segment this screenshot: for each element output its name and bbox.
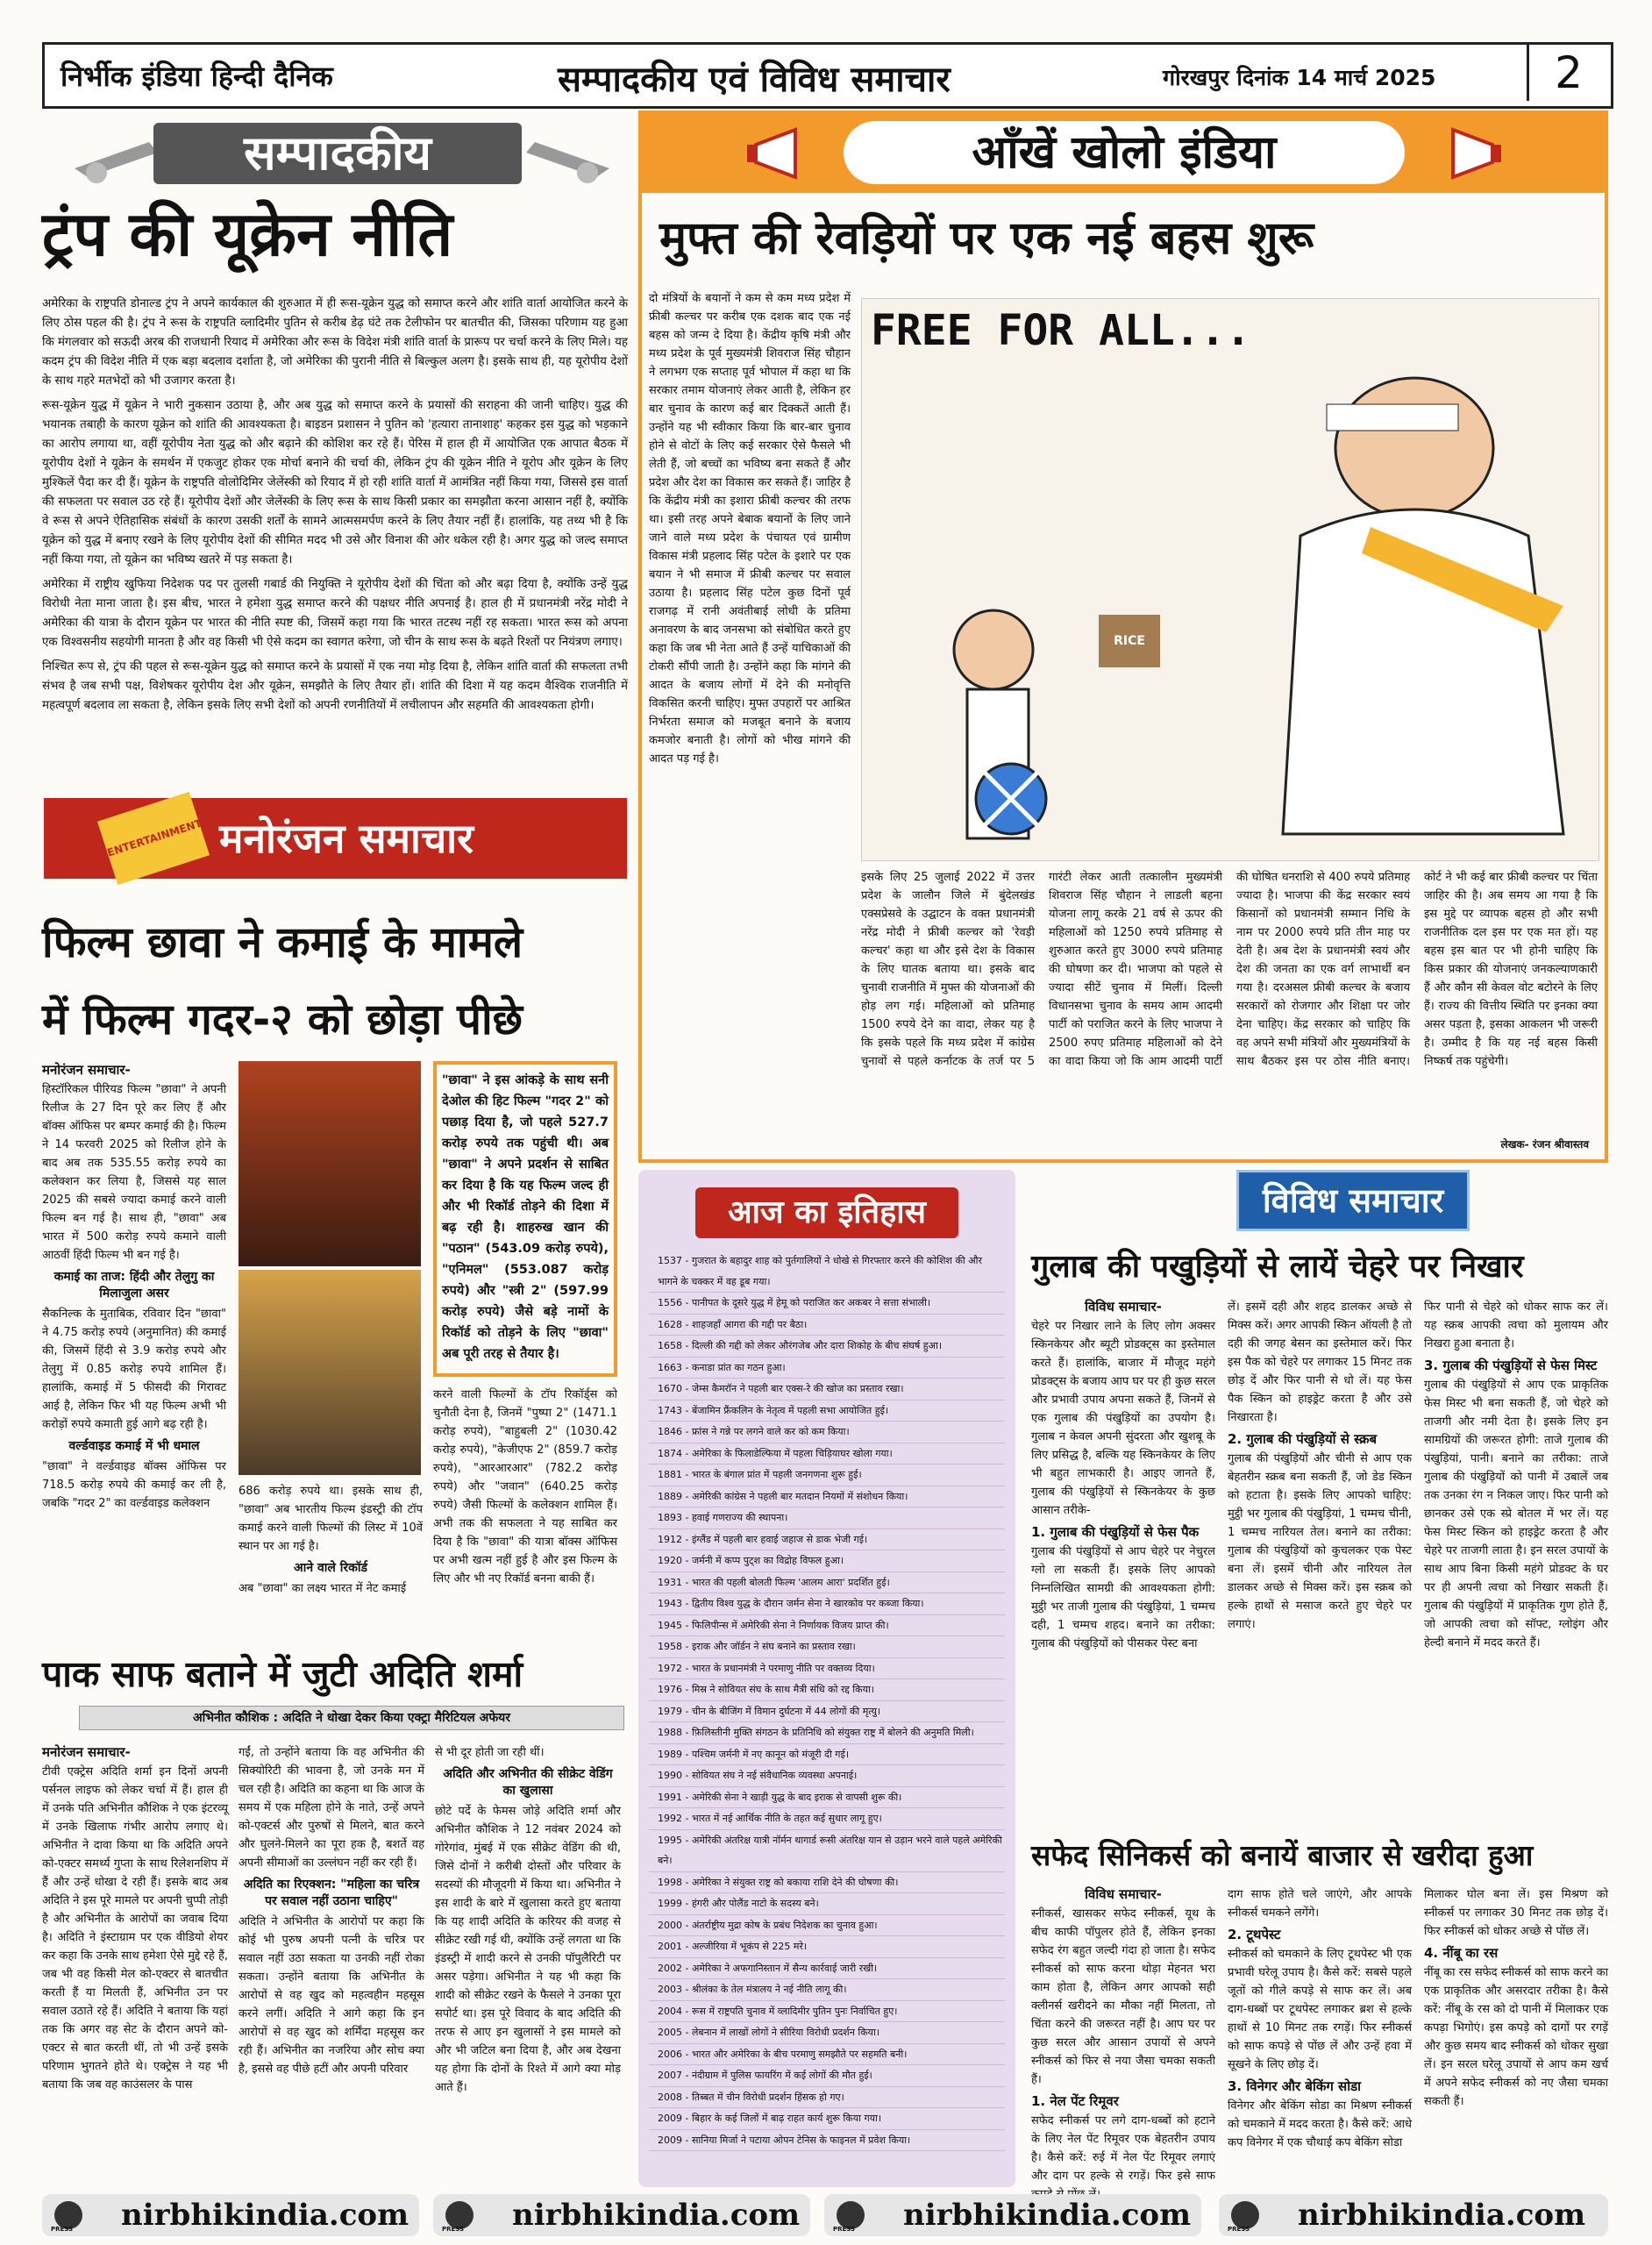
editorial-paragraph: अमेरिका के राष्ट्रपति डोनाल्ड ट्रंप ने अपने कार्यकाल की शुरुआत में ही रूस-यूक्रेन युद्ध को समाप्त करने और शांति वार्ता आयोजित करने के लिए ठोस पहल की है। ट्रंप ने रूस के राष्ट्रपति व्लादिमीर पुतिन से करीब डेढ़ घंटे तक टेलीफोन पर बातचीत की, जिसका परिणाम यह हुआ कि मंगलवार को सऊदी अरब की राजधानी रियाद में अमेरिका और रूस के विदेश मंत्री शांति वार्ता के प्रारूप पर चर्चा करने के लिए मिले। यह कदम ट्रंप की विदेश नीति में एक बड़ा बदलाव दर्शाता है, जो अमेरिका की पुरानी नीति से बिल्कुल अलग है। इसके साथ ही, यह यूरोपीय देशों के साथ गहरे मतभेदों को भी उजागर करता है। [42, 297, 628, 388]
rose-text: गुलाब की पंखुड़ियों से आप चेहरे पर नेचुरल ग्लो ला सकती हैं। इसके लिए आपको निम्नलिखित सामग्री की आवश्यकता होगी: मुट्ठी भर ताजी गुलाब की पंखुड़ियां, 1 चम्मच दही, 1 चम्मच शहद। बनाने का तरीका: गुलाब की पंखुड़ियों को पीसकर पेस्ट बना [1031, 1545, 1215, 1650]
entertainment-banner [44, 798, 627, 879]
rose-text: गुलाब की पंखुड़ियों से आप एक प्राकृतिक फेस मिस्ट भी बना सकती हैं, जो चेहरे को ताजगी और नमी देता है। इसके लिए इन सामग्रियों की जरूरत होगी: ताजे गुलाब की पंखुड़ियां, पानी। बनाने का तरीका: ताजे गुलाब की पंखुड़ियों को पानी में उबालें जब तक उनका रंग न निकल जाए। फिर पानी को छानकर उसे एक स्प्रे बोतल में भर लें। यह फेस मिस्ट स्किन को हाइड्रेट करता है और चेहरे पर ताजगी लाता है। इन सरल उपायों के साथ आप बिना किसी महंगे प्रोडक्ट के घर पर ही अपनी त्वचा को निखार सकती हैं। गुलाब की पंखुड़ियों में प्राकृतिक गुण होते हैं, जो आपकी त्वचा को सॉफ्ट, ग्लोइंग और हेल्दी बनाने में मदद करते हैं। [1424, 1379, 1608, 1650]
aditi-text: गईं, तो उन्होंने बताया कि वह अभिनीत की सिक्योरिटी की भावना है, जो उनके मन में चल रही है। अदिति का कहना था कि आज के समय में एक महिला होने के नाते, उन्हें अपने को-एक्टर्स और पुरुषों से मिलने, बात करने और घुलने-मिलने का पूरा हक है, बशर्ते वह अपनी सीमाओं का उल्लंघन नहीं कर रही हैं। [239, 1746, 424, 1870]
footer-url-1[interactable] [42, 2194, 419, 2236]
chhaava-photo [239, 1061, 421, 1266]
sneakers-text: सफेद स्नीकर्स पर लगे दाग-धब्बों को हटाने के लिए नेल पेंट रिमूवर एक बेहतरीन उपाय है। कैसे करें: रुई में नेल पेंट रिमूवर लगाएं और दाग पर हल्के से रगड़ें। फिर इसे साफ [1031, 2114, 1215, 2183]
history-items [649, 1251, 1005, 2151]
footer-url-text: nirbhikindia.com [121, 2198, 409, 2233]
history-item: 1992 - भारत में नई आर्थिक नीति के तहत कई सुधार लागू हुए। [649, 1808, 1005, 1830]
history-item: 1663 - कनाडा प्रांत का गठन हुआ। [649, 1358, 1005, 1379]
chhaava-kicker: मनोरंजन समाचार- [42, 1062, 131, 1078]
history-item: 1537 - गुजरात के बहादुर शाह को पुर्तगालियों ने धोखे से गिरफ्तार करने की कोशिश की और भागने के चक्कर में वह डूब गया। [649, 1251, 1005, 1293]
history-item: 2004 - रूस में राष्ट्रपति चुनाव में व्लादिमीर पुतिन पुनः निर्वाचित हुए। [649, 2001, 1005, 2023]
entertainment-banner-label: मनोरंजन समाचार [219, 815, 474, 862]
footer-url-text: nirbhikindia.com [1298, 2198, 1586, 2233]
pen-hand-icon [70, 133, 167, 186]
footer-url-2[interactable] [433, 2194, 810, 2236]
sneakers-sub: 2. टूथपेस्ट [1228, 1927, 1281, 1942]
pen-hand-icon-right [517, 133, 614, 186]
chhaava-col1 [42, 1061, 226, 1622]
history-item: 1912 - इंग्लैंड में पहली बार हवाई जहाज से डाक भेजी गई। [649, 1529, 1005, 1551]
history-item: 1920 - जर्मनी में कप्प पुट्श का विद्रोह विफल हुआ। [649, 1550, 1005, 1572]
history-banner: आज का इतिहास [695, 1187, 958, 1238]
rose-text: चेहरे पर निखार लाने के लिए लोग अक्सर स्किनकेयर और ब्यूटी प्रोडक्ट्स का इस्तेमाल करते हैं। हालांकि, बाजार में मौजूद महंगे प्रोडक्ट्स के बजाय आप घर पर ही कुछ सरल और प्रभावी उपाय अपना सकते हैं, जिनमें से एक गुलाब की पंखुड़ियों का उपयोग है। गुलाब न केवल अपनी सुंदरता और खुशबू के लिए प्रसिद्ध है, बल्कि यह स्किनकेयर के लिए भी बहुत लाभकारी है। आइए जानते हैं, गुलाब की पंखुड़ियों से स्किनकेयर के कुछ आसान तरीके- [1031, 1320, 1215, 1517]
sneakers-text: स्नीकर्स, खासकर सफेद स्नीकर्स, यूथ के बीच काफी पॉपुलर होते हैं, लेकिन इनका सफेद रंग बहुत जल्दी गंदा हो जाता है। सफेद स्नीकर्स को साफ करना थोड़ा मेहनत भरा काम होता है, लेकिन अगर आपको सही क्लीनर्स खरीदने का मौका नहीं मिलता, तो चिंता करने की जरूरत नहीं है। आप घर पर कुछ सरल और आसान उपायों से अपने स्नीकर्स को फिर से नया जैसा चमका सकती हैं। [1031, 1907, 1215, 2086]
history-item: 1979 - चीन के बीजिंग में विमान दुर्घटना में 44 लोगों की मृत्यु। [649, 1701, 1005, 1723]
aditi-headline: पाक साफ बताने में जुटी अदिति शर्मा [42, 1653, 523, 1695]
chhaava-text: अब "छावा" का लक्ष्य भारत में नेट कमाई [239, 1582, 407, 1595]
history-item: 1945 - फिलिपीन्स में अमेरिकी सेना ने निर्णायक विजय प्राप्त की। [649, 1615, 1005, 1637]
history-item: 1995 - अमेरिकी अंतरिक्ष यात्री नॉर्मन थागार्ड रूसी अंतरिक्ष यान से उड़ान भरने वाले पहले अमेरिकी बने। [649, 1830, 1005, 1872]
history-item: 1658 - दिल्ली की गद्दी को लेकर औरंगजेब और दारा शिकोह के बीच संघर्ष हुआ। [649, 1336, 1005, 1358]
freebie-cartoon [861, 298, 1599, 861]
rose-sub: 1. गुलाब की पंखुड़ियों से फेस पैक [1031, 1524, 1200, 1540]
sneakers-text: नींबू का रस सफेद स्नीकर्स को साफ करने का एक प्राकृतिक और असरदार तरीका है। कैसे करें: नींबू के रस को दो पानी में मिलाकर एक कपड़ा भिगोएं। इस कपड़े को दागों पर रगड़ें और कुछ समय बाद स्नीकर्स को धोकर सुखा लें। इन सरल घरेलू उपायों से आप कम खर्च में अपने सफेद स्नीकर्स को नए जैसा चमका सकती हैं। [1424, 1966, 1608, 2108]
chhaava-text: हिस्टॉरिकल पीरियड फिल्म "छावा" ने अपनी रिलीज के 27 दिन पूरे कर लिए हैं और बॉक्स ऑफिस पर बम्पर कमाई की है। फिल्म ने 14 फरवरी 2025 को रिलीज होने के बाद अब तक 535.55 करोड़ रुपये का कलेक्शन कर लिया है, जिससे यह साल 2025 की सबसे ज्यादा कमाई करने वाली फिल्म बन गई है। साथ ही, "छावा" अब भारत में 500 करोड़ रुपये कमाने वाली आठवीं हिंदी फिल्म भी बन गई है। [42, 1083, 226, 1262]
rose-col3 [1424, 1298, 1608, 1771]
history-item: 1874 - अमेरिका के फिलाडेल्फिया में पहला चिड़ियाघर खोला गया। [649, 1443, 1005, 1465]
rose-kicker: विविध समाचार- [1085, 1299, 1162, 1315]
press-logo-text: PRESS [51, 2226, 74, 2233]
history-item: 1889 - अमेरिकी कांग्रेस ने पहली बार मतदान नियमों में संशोधन किया। [649, 1486, 1005, 1508]
history-item: 2006 - भारत और अमेरिका के बीच परमाणु समझौते पर सहमति बनी। [649, 2044, 1005, 2066]
sneakers-col3 [1424, 1885, 1608, 2184]
history-list [649, 1251, 1005, 2180]
megaphone-icon [747, 123, 826, 184]
masthead [42, 42, 1613, 109]
history-item: 1743 - बेंजामिन फ्रैंकलिन के नेतृत्व में पहली सभा आयोजित हुई। [649, 1400, 1005, 1422]
megaphone-icon-right [1422, 123, 1501, 184]
aditi-text: अदिति ने अभिनीत के आरोपों पर कहा कि कोई भी पुरुष अपनी पत्नी के चरित्र पर सवाल नहीं उठा सकता या उनकी नहीं रोका सकता। उन्होंने बताया कि अभिनीत के आरोपों से वह खुद को महत्वहीन महसूस करने लगीं। अदिति ने आगे कहा कि इन आरोपों से वह खुद को शर्मिंदा महसूस कर रही हैं। अभिनीत का नजरिया और सोच क्या है, इससे वह पीछे हटीं और अपनी परिवार [239, 1915, 424, 2076]
revdi-body [861, 868, 1598, 1131]
history-item: 2008 - तिब्बत में चीन विरोधी प्रदर्शन हिंसक हो गए। [649, 2087, 1005, 2109]
paper-name: निर्भीक इंडिया हिन्दी दैनिक [61, 60, 333, 93]
history-item: 2002 - अमेरिका ने अफगानिस्तान में सैन्य कार्रवाई जारी रखी। [649, 1958, 1005, 1980]
aditi-kicker: मनोरंजन समाचार- [42, 1744, 131, 1760]
rose-text: फिर पानी से चेहरे को धोकर साफ कर लें। यह स्क्रब आपकी त्वचा को मुलायम और निखरा हुआ बनाता है। [1424, 1301, 1608, 1351]
chhaava-sub: आने वाले रिकॉर्ड [294, 1561, 367, 1575]
page-number: 2 [1527, 45, 1608, 101]
aditi-text: टीवी एक्ट्रेस अदिति शर्मा इन दिनों अपनी पर्सनल लाइफ को लेकर चर्चा में हैं। हाल ही में उनके पति अभिनीत कौशिक ने एक इंटरव्यू में उनके खिलाफ गंभीर आरोप लगाए थे। अभिनीत ने दावा किया था कि अदिति अपने को-एक्टर समर्थ्य गुप्ता के साथ रिलेशनशिप में हैं और उन्हें धोखा दे रही हैं। इसके बाद अब अदिति ने इस पूरे मामले पर अपनी चुप्पी तोड़ी है और अभिनीत के आरोपों का जवाब दिया है। अदिति ने इंस्टाग्राम पर एक वीडियो शेयर कर कहा कि उनके साथ हमेशा ऐसे मुद्दे रहे हैं, जब भी वह किसी मेल को-एक्टर से बातचीत करती हैं या मिलती हैं, अभिनीत उन पर सवाल उठाते रहे हैं। अदिति ने बताया कि यहां तक कि अगर वह सेट के दौरान अपने को-एक्टर से बात करती थीं, तो भी उन्हें इसके परिणाम भुगतने होते थे। एक्ट्रेस ने यह भी बताया कि जब वह काउंसलर के पास [42, 1765, 228, 2092]
highlight-text: "छावा" ने इस आंकड़े के साथ सनी देओल की हिट फिल्म "गदर 2" को पछाड़ दिया है, जो पहले 527.7 करोड़ रुपये तक पहुंची थी। अब "छावा" ने अपने प्रदर्शन से साबित कर दिया है कि यह फिल्म जल्द ही और भी रिकॉर्ड तोड़ने की दिशा में बढ़ रही है। शाहरुख खान की "पठान" (543.09 करोड़ रुपये), "एनिमल" (553.087 करोड़ रुपये) और "स्त्री 2" (597.99 करोड़ रुपये) जैसे बड़े नामों के रिकॉर्ड को तोड़ने के लिए "छावा" अब पूरी तरह से तैयार है। [442, 1073, 609, 1361]
history-item: 1670 - जेम्स कैमरॉन ने पहली बार एक्स-रे की खोज का प्रस्ताव रखा। [649, 1379, 1005, 1400]
press-logo-text: PRESS [833, 2226, 856, 2233]
chhaava-col2 [239, 1482, 423, 1622]
entertainment-badge: ENTERTAINMENT [97, 792, 210, 885]
chhaava-text: सैकनिल्क के मुताबिक, रविवार दिन "छावा" ने 4.75 करोड़ रुपये (अनुमानित) की कमाई की, जिसमें हिंदी से 3.9 करोड़ रुपये और तेलुगु में 0.85 करोड़ रुपये शामिल हैं। हालांकि, कमाई में 5 फीसदी की गिरावट आई है, लेकिन फिर भी यह फिल्म अभी भी करोड़ों रुपये कमाती हुई आगे बढ़ रही है। [42, 1308, 226, 1431]
dateline: गोरखपुर दिनांक 14 मार्च 2025 [1163, 65, 1436, 90]
aankhein-section [638, 110, 1608, 1163]
revdi-headline: मुफ्त की रेवड़ियों पर एक नई बहस शुरू [659, 212, 1314, 265]
aditi-col1 [42, 1743, 228, 2182]
history-item: 1881 - भारत के बंगाल प्रांत में पहली जनगणना शुरू हुई। [649, 1465, 1005, 1486]
footer-url-3[interactable] [824, 2194, 1201, 2236]
chhaava-headline-1: फिल्म छावा ने कमाई के मामले [42, 917, 523, 967]
sneakers-text: दाग साफ होते चले जाएंगे, और आपके स्नीकर्स चमकने लगेंगे। [1228, 1888, 1412, 1920]
history-item: 1958 - इराक और जॉर्डन ने संघ बनाने का प्रस्ताव रखा। [649, 1636, 1005, 1658]
history-item: 1990 - सोवियत संघ ने नई संवैधानिक व्यवस्था अपनाई। [649, 1765, 1005, 1787]
rose-text: गुलाब की पंखुड़ियों और चीनी से आप एक बेहतरीन स्क्रब बना सकती हैं, जो डेड स्किन को हटाता है। इसके लिए आपको चाहिए: मुट्ठी भर गुलाब की पंखुड़ियां, 1 चम्मच चीनी, 1 चम्मच नारियल तेल। बनाने का तरीका: गुलाब की पंखुड़ियों को कुचलकर एक पेस्ट बना लें। इसमें चीनी और नारियल तेल डालकर अच्छे से मिक्स करें। इस स्क्रब को हल्के हाथों से मसाज करते हुए चेहरे पर लगाएं। [1228, 1452, 1412, 1631]
chhaava-text: 686 करोड़ रुपये था। इसके साथ ही, "छावा" अब भारतीय फिल्म इंडस्ट्री की टॉप कमाई करने वाली फिल्मों की लिस्ट में 10वें स्थान पर आ गई है। [239, 1485, 423, 1553]
vividh-banner: विविध समाचार [1236, 1170, 1470, 1231]
history-item: 2001 - अल्जीरिया में भूकंप से 225 मरे। [649, 1936, 1005, 1958]
sneakers-text: स्नीकर्स को चमकाने के लिए टूथपेस्ट भी एक प्रभावी घरेलू उपाय है। कैसे करें: सबसे पहले जूतों को गीले कपड़े से साफ कर लें। अब दाग-धब्बों पर टूथपेस्ट लगाकर ब्रश से हल्के हाथों से 10 मिनट तक रगड़ें। फिर स्नीकर्स को साफ कपड़े से पोंछ लें और उन्हें हवा में सूखने के लिए छोड़ दें। [1228, 1948, 1412, 2071]
aditi-byline: अभिनीत कौशिक : अदिति ने धोखा देकर किया एक्ट्रा मैरिटियल अफेयर [79, 1706, 624, 1730]
editorial-banner-label: सम्पादकीय [153, 123, 522, 184]
sneakers-headline: सफेद सिनिकर्स को बनायें बाजार से खरीदा हुआ [1031, 1838, 1534, 1872]
politician-figure [1195, 343, 1581, 852]
chhaava-text: करने वाली फिल्मों के टॉप रिकॉर्ड्स को चुनौती देना है, जिनमें "पुष्पा 2" (1471.1 करोड़ रुपये), "बाहुबली 2" (1030.42 करोड़ रुपये), "केजीएफ 2" (859.7 करोड़ रुपये), "आरआरआर" (782.2 करोड़ रुपये) और "जवान" (640.25 करोड़ रुपये) जैसी फिल्मों के कलेक्शन शामिल हैं। अभी तक की सफलता ने यह साबित कर दिया है कि "छावा" की यात्रा बॉक्स ऑफिस पर अभी खत्म नहीं हुई है और इस फिल्म के लिए और भी नए रिकॉर्ड बनना बाकी हैं। [433, 1388, 617, 1586]
history-item: 2007 - नंदीग्राम में पुलिस फायरिंग में कई लोगों की मौत हुई। [649, 2065, 1005, 2087]
revdi-text: इसके लिए 25 जुलाई 2022 में उत्तर प्रदेश के जालौन जिले में बुंदेलखंड एक्सप्रेसवे के उद्घाटन के वक्त प्रधानमंत्री नरेंद्र मोदी ने फ्रीबी कल्चर को 'रेवड़ी कल्चर' कहा था और इसे देश के विकास के लिए घातक बताया था। इसके बाद चुनावी राजनीति में मुफ्त की योजनाओं की होड़ लग गई। महिलाओं को प्रतिमाह 1500 रुपये देने का वादा, लेकर यह है कि इसके पहले कि मध्य प्रदेश में कांग्रेस चुनावों से पहले कर्नाटक के तर्ज पर 5 गारंटी लेकर आती तत्कालीन मुख्यमंत्री शिवराज सिंह चौहान ने लाडली बहना योजना लागू करके 21 वर्ष से ऊपर की महिलाओं को 1250 रुपये प्रतिमाह से शुरुआत करते हुए 3000 रुपये प्रतिमाह की घोषणा कर दी। भाजपा को पहले से ज्यादा सीटें चुनाव में मिलीं। दिल्ली विधानसभा चुनाव के समय आम आदमी पार्टी को पराजित करने के लिए भाजपा ने 2500 रुपए प्रतिमाह महिलाओं को देने का वादा किया जो कि आम आदमी पार्टी की घोषित धनराशि से 400 रुपये प्रतिमाह ज्यादा है। भाजपा की केंद्र सरकार स्वयं किसानों को प्रधानमंत्री सम्मान निधि के नाम पर 2000 रुपये प्रति तीन माह पर देती है। अब देश के प्रधानमंत्री स्वयं और देश की जनता का एक वर्ग लाभार्थी बन गया है। दरअसल फ्रीबी कल्चर के बजाय सरकारों को रोजगार और शिक्षा पर जोर देना चाहिए। केंद्र सरकार को चाहिए कि वह अपने सभी मंत्रियों और मुख्यमंत्रियों के साथ बैठकर इस पर ठोस नीति बनाए। कोर्ट ने भी कई बार फ्रीबी कल्चर पर चिंता जाहिर की है। अब समय आ गया है कि इस मुद्दे पर व्यापक बहस हो और सभी राजनीतिक दल इस पर एक मत हों। यह बहस इस बात पर भी होनी चाहिए कि किस प्रकार की योजनाएं जनकल्याणकारी हैं और कौन सी केवल वोट बटोरने के लिए हैं। राज्य की वित्तीय स्थिति पर इनका क्या असर पड़ता है, इसका आकलन भी जरूरी है। उम्मीद है कि यह नई बहस किसी निष्कर्ष तक पहुंचेगी। [861, 871, 1598, 1068]
rose-col1 [1031, 1298, 1215, 1771]
aankhein-banner-label: आँखें खोलो इंडिया [844, 121, 1405, 184]
history-section [638, 1170, 1015, 2187]
sneakers-sub: 1. नेल पेंट रिमूवर [1031, 2093, 1119, 2109]
editorial-paragraph: अमेरिका में राष्ट्रीय खुफिया निदेशक पद पर तुलसी गबार्ड की नियुक्ति ने यूरोपीय देशों की चिंता को और बढ़ा दिया है, क्योंकि उन्हें युद्ध विरोधी नेता माना जाता है। इस बीच, भारत ने हमेशा युद्ध समाप्त करने की पक्षधर नीति अपनाई है। हाल ही में प्रधानमंत्री नरेंद्र मोदी ने अमेरिका की यात्रा के दौरान यूक्रेन पर भारत की नीति स्पष्ट की, जिसमें कहा गया कि भारत तटस्थ नहीं रह सकता। भारत रूस को अपना एक विश्वसनीय सहयोगी मानता है और वह किसी भी ऐसे कदम का स्वागत करेगा, जो चीन के साथ रूस के बढ़ते रिश्तों पर नियंत्रण लगाए। [42, 578, 628, 649]
history-item: 1846 - फ्रांस ने गन्ने पर लगने वाले कर को कम किया। [649, 1422, 1005, 1443]
history-item: 1998 - अमेरिका ने संयुक्त राष्ट्र को बकाया राशि देने की घोषणा की। [649, 1872, 1005, 1894]
aditi-sub: अदिति का रिएक्शन: "महिला का चरित्र पर सवाल नहीं उठाना चाहिए" [243, 1878, 420, 1908]
history-item: 1988 - फ़िलिस्तीनी मुक्ति संगठन के प्रतिनिधि को संयुक्त राष्ट्र में बोलने की अनुमति मिली। [649, 1722, 1005, 1744]
history-item: 1931 - भारत की पहली बोलती फिल्म 'आलम आरा' प्रदर्शित हुई। [649, 1572, 1005, 1594]
press-logo-text: PRESS [442, 2226, 465, 2233]
history-item: 1893 - हवाई गणराज्य की स्थापना। [649, 1507, 1005, 1529]
revdi-text: दो मंत्रियों के बयानों ने कम से कम मध्य प्रदेश में फ्रीबी कल्चर पर करीब एक दशक बाद एक नई बहस को जन्म दे दिया है। केंद्रीय कृषि मंत्री और मध्य प्रदेश के पूर्व मुख्यमंत्री शिवराज सिंह चौहान ने लगभग एक सप्ताह पूर्व भोपाल में कहा था कि सरकार तमाम योजनाएं लेकर आती है, लेकिन हर बार चुनाव के कारण कई बार दिक्कतें आती हैं। उन्होंने यह भी स्वीकार किया कि बार-बार चुनाव होने से वोटों के लिए कई सरकार ऐसे फैसले भी लेती हैं, जो बच्चों का भविष्य बना सकते हैं और प्रदेश और देश का विकास कर सकते हैं। जाहिर है कि केंद्रीय मंत्री का इशारा फ्रीबी कल्चर की तरफ था। इसी तरह अपने बेबाक बयानों के लिए जाने जाने वाले मध्य प्रदेश के पंचायत एवं ग्रामीण विकास मंत्री प्रहलाद सिंह पटेल के इशारे पर एक बयान ने भी समाज में फ्रीबी कल्चर पर सवाल उठाया है। प्रहलाद सिंह पटेल कुछ दिनों पूर्व राजगढ़ में रानी अवंतीबाई लोधी के प्रतिमा अनावरण के बाद जनसभा को संबोधित करते हुए कहा कि जब भी नेता आते हैं उन्हें याचिकाओं की टोकरी सौंपी जाती है। उन्होंने कहा कि मांगने की आदत के बजाय लोगों में देने की मनोवृत्ति विकसित करनी चाहिए। मुफ्त उपहारों पर आश्रित निर्भरता समाज को मजबूत बनाने के बजाय कमजोर बनाती है। लोगों को भीख मांगने की आदत पड़ गई है। [649, 292, 851, 766]
rose-sub: 2. गुलाब की पंखुड़ियों से स्क्रब [1228, 1431, 1378, 1447]
history-item: 1556 - पानीपत के दूसरे युद्ध में हेमू को पराजित कर अकबर ने सत्ता संभाली। [649, 1293, 1005, 1315]
sneakers-col1 [1031, 1885, 1215, 2184]
rose-sub: 3. गुलाब की पंखुड़ियों से फेस मिस्ट [1424, 1358, 1598, 1373]
cartoon-caption: FREE FOR ALL... [871, 306, 1251, 355]
rice-bag: RICE [1099, 615, 1160, 667]
footer-url-4[interactable] [1219, 2194, 1608, 2236]
chhaava-col3 [433, 1386, 617, 1622]
history-item: 2009 - सानिया मिर्जा ने पटाया ओपन टेनिस के फाइनल में प्रवेश किया। [649, 2130, 1005, 2152]
aankhein-banner [642, 114, 1605, 193]
rose-col2 [1228, 1298, 1412, 1771]
history-item: 1976 - मिस्र ने सोवियत संघ के साथ मैत्री संधि को रद्द किया। [649, 1679, 1005, 1701]
footer-url-text: nirbhikindia.com [512, 2198, 801, 2233]
history-item: 2009 - बिहार के कई जिलों में बाढ़ राहत कार्य शुरू किया गया। [649, 2108, 1005, 2130]
history-item: 1972 - भारत के प्रधानमंत्री ने परमाणु नीति पर वक्तव्य दिया। [649, 1658, 1005, 1680]
editorial-body [42, 295, 628, 768]
history-item: 1628 - शाहजहाँ आगरा की गद्दी पर बैठा। [649, 1315, 1005, 1336]
rose-headline: गुलाब की पखुड़ियों से लायें चेहरे पर निखार [1031, 1249, 1524, 1285]
sneakers-text: मिलाकर घोल बना लें। इस मिश्रण को स्नीकर्स पर लगाकर 30 मिनट तक छोड़ दें। फिर स्नीकर्स को धोकर अच्छे से पोंछ लें। [1424, 1888, 1608, 1938]
chhaava-sub: कमाई का ताज: हिंदी और तेलुगु का मिलाजुला असर [53, 1270, 215, 1301]
editorial-headline: ट्रंप की यूक्रेन नीति [42, 198, 453, 270]
history-item: 2000 - अंतर्राष्ट्रीय मुद्रा कोष के प्रबंध निदेशक का चुनाव हुआ। [649, 1915, 1005, 1937]
revdi-left-col [649, 289, 851, 1017]
aditi-col3 [435, 1743, 621, 2182]
section-title: सम्पादकीय एवं विविध समाचार [558, 60, 951, 100]
history-item: 1991 - अमेरिकी सेना ने खाड़ी युद्ध के बाद इराक से वापसी शुरू की। [649, 1787, 1005, 1809]
sneakers-text: विनेगर और बेकिंग सोडा का मिश्रण स्नीकर्स को चमकाने में मदद करता है। कैसे करें: आधे कप विनेगर में एक चौथाई कप बेकिंग सोडा [1228, 2099, 1413, 2149]
chhaava-sub: वर्ल्डवाइड कमाई में भी धमाल [68, 1439, 200, 1453]
footer-url-text: nirbhikindia.com [903, 2198, 1192, 2233]
aditi-text: छोटे पर्दे के फेमस जोड़े अदिति शर्मा और अभिनीत कौशिक ने 12 नवंबर 2024 को गोरेगांव, मुंबई में एक सीक्रेट वेडिंग की थी, जिसे दोनों ने करीबी दोस्तों और परिवार के सदस्यों की मौजूदगी में किया था। अभिनीत ने इस शादी के बारे में खुलासा करते हुए बताया कि यह शादी अदिति के करियर की वजह से सीक्रेट रखी गई थी, क्योंकि उन्हें लगता था कि इंडस्ट्री में शादी करने से उनकी पॉपुलैरिटी पर असर पड़ेगा। अभिनीत ने यह भी कहा कि शादी को सीक्रेट रखने के फैसले ने उनका पूरा सपोर्ट था। इस पूरे विवाद के बाद अदिति की तरफ से आए इन खुलासों ने इस मामले को और भी जटिल बना दिया है, और अब देखना यह होगा कि दोनों के रिश्ते में आगे क्या मोड़ आते हैं। [435, 1805, 621, 2094]
history-item: 1999 - हंगरी और पोलैंड नाटो के सदस्य बने। [649, 1893, 1005, 1915]
rose-text: लें। इसमें दही और शहद डालकर अच्छे से मिक्स करें। अगर आपकी स्किन ऑयली है तो दही की जगह बेसन का इस्तेमाल करें। फिर इस पैक को चेहरे पर लगाकर 15 मिनट तक छोड़ दें और फिर पानी से धो लें। यह फेस पैक स्किन को हाइड्रेट करता है और उसे निखारता है। [1228, 1301, 1412, 1424]
sneakers-sub: 4. नींबू का रस [1424, 1945, 1499, 1961]
history-item: 2005 - लेबनान में लाखों लोगों ने सीरिया विरोधी प्रदर्शन किया। [649, 2022, 1005, 2044]
aditi-col2 [239, 1743, 424, 2182]
chhaava-highlight-box [433, 1061, 617, 1377]
gadar-photo [239, 1270, 421, 1475]
chhaava-text: "छावा" ने वर्ल्डवाइड बॉक्स ऑफिस पर 718.5 करोड़ रुपये की कमाई कर ली है, जबकि "गदर 2" का वर्ल्डवाइड कलेक्शन [42, 1460, 226, 1510]
history-item: 2003 - श्रीलंका के तेल मंत्रालय ने नई नीति लागू की। [649, 1979, 1005, 2001]
editorial-banner [70, 118, 596, 193]
editorial-paragraph: रूस-यूक्रेन युद्ध में यूक्रेन ने भारी नुकसान उठाया है, और अब युद्ध को समाप्त करने के प्रयासों की सराहना की जानी चाहिए। युद्ध की भयानक तबाही के कारण यूक्रेन को शांति की आवश्यकता है। बाइडन प्रशासन ने पुतिन को 'हत्यारा तानाशाह' कहकर इस युद्ध को भड़काने का आरोप लगाया था, वहीं यूरोपीय नेता युद्ध को और बढ़ाने की कोशिश कर रहे हैं। पेरिस में हाल ही में आयोजित एक आपात बैठक में यूरोपीय देशों ने यूक्रेन के समर्थन में एकजुट होकर एक मोर्चा बनाने की चर्चा की, लेकिन ट्रंप की यूक्रेन नीति ने यूरोप और यूक्रेन के लिए मुश्किलें पैदा कर दी हैं। यूक्रेन के राष्ट्रपति वोलोदिमिर जेलेंस्की को रियाद में हो रही शांति वार्ता में आमंत्रित नहीं किया गया, जिससे इस वार्ता की सफलता पर सवाल उठ रहे हैं। यूरोपीय देशों और जेलेंस्की के लिए रूस के साथ किसी प्रकार का समझौता करना आसान नहीं है, क्योंकि वे रूस से अपने ऐतिहासिक संबंधों के कारण उसकी शर्तों के सामने आत्मसमर्पण करने के लिए तैयार नहीं हैं। हालांकि, यह तथ्य भी है कि यूक्रेन को युद्ध में बनाए रखने के लिए यूरोपीय देशों की सीमित मदद भी उसे और विनाश की ओर धकेल रही है। अगर युद्ध को जल्द समाप्त नहीं किया गया, तो यूक्रेन का भविष्य खतरे में पड़ सकता है। [42, 399, 628, 567]
press-logo-text: PRESS [1228, 2226, 1250, 2233]
history-item: 1989 - पश्चिम जर्मनी में नए कानून को मंजूरी दी गई। [649, 1744, 1005, 1766]
history-item: 1943 - द्वितीय विश्व युद्ध के दौरान जर्मन सेना ने खारकोव पर कब्जा किया। [649, 1593, 1005, 1615]
editorial-paragraph: निश्चित रूप से, ट्रंप की पहल से रूस-यूक्रेन युद्ध को समाप्त करने के प्रयासों में एक नया मोड़ दिया है, लेकिन शांति वार्ता की सफलता तभी संभव है जब सभी पक्ष, विशेषकर यूरोपीय देश और यूक्रेन, समझौते के लिए तैयार हों। शांति की दिशा में यह कदम वैश्विक राजनीति में महत्वपूर्ण बदलाव ला सकता है, लेकिन इसके लिए सभी देशों को अपनी रणनीतियों में लचीलापन और सहमति की आवश्यकता होगी। [42, 660, 628, 712]
revdi-author: लेखक- रंजन श्रीवास्तव [1500, 1138, 1589, 1151]
sneakers-sub: 3. विनेगर और बेकिंग सोडा [1228, 2078, 1361, 2094]
aditi-text: से भी दूर होती जा रही थीं। [435, 1746, 545, 1759]
aditi-sub: अदिति और अभिनीत की सीक्रेट वेडिंग का खुलासा [443, 1767, 613, 1798]
chhaava-headline-2: में फिल्म गदर-२ को छोड़ा पीछे [42, 994, 523, 1044]
sneakers-col2 [1228, 1885, 1412, 2184]
sneakers-kicker: विविध समाचार- [1085, 1886, 1162, 1902]
